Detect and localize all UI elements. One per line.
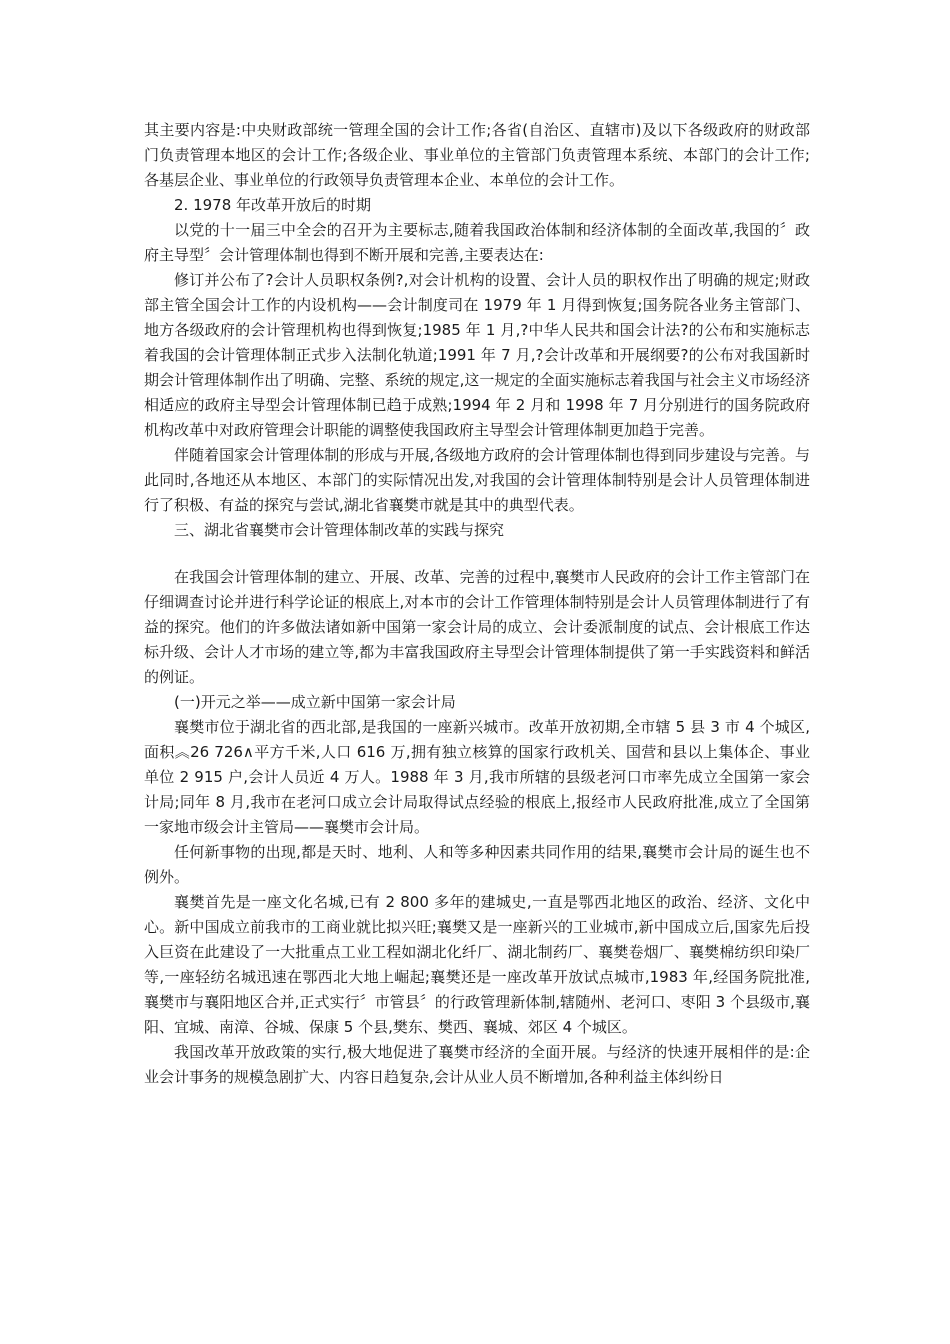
paragraph-3: 修订并公布了?会计人员职权条例?,对会计机构的设置、会计人员的职权作出了明确的规定;财政部主管全国会计工作的内设机构——会计制度司在 1979 年 1 月得到恢复;国务院各业务主管部门、地方各级政府的会计管理机构也得到恢复;1985 年 1 月,?中华人民共和国会计法?的公布和实施标志着我国的会计管理体制正式步入法制化轨道;1991 年 7 月,?会计改革和开展纲要?的公布对我国新时期会计管理体制作出了明确、完整、系统的规定,这一规定的全面实施标志着我国与社会主义市场经济相适应的政府主导型会计管理体制已趋于成熟;1994 年 2 月和 1998 年 7 月分别进行的国务院政府机构改革中对政府管理会计职能的调整使我国政府主导型会计管理体制更加趋于完善。 bbox=[144, 271, 810, 439]
paragraph-1: 其主要内容是:中央财政部统一管理全国的会计工作;各省(自治区、直辖市)及以下各级政府的财政部门负责管理本地区的会计工作;各级企业、事业单位的主管部门负责管理本系统、本部门的会计工作;各基层企业、事业单位的行政领导负责管理本企业、本单位的会计工作。 bbox=[144, 121, 810, 189]
paragraph-6: 襄樊市位于湖北省的西北部,是我国的一座新兴城市。改革开放初期,全市辖 5 县 3 市 4 个城区,面积︽26 726∧平方千米,人口 616 万,拥有独立核算的国家行政机关、国营和县以上集体企、事业单位 2 915 户,会计人员近 4 万人。1988 年 3 月,我市所辖的县级老河口市率先成立全国第一家会计局;同年 8 月,我市在老河口成立会计局取得试点经验的根底上,报经市人民政府批准,成立了全国第一家地市级会计主管局——襄樊市会计局。 bbox=[144, 718, 810, 836]
paragraph-8: 襄樊首先是一座文化名城,已有 2 800 多年的建城史,一直是鄂西北地区的政治、经济、文化中心。新中国成立前我市的工商业就比拟兴旺;襄樊又是一座新兴的工业城市,新中国成立后,国家先后投入巨资在此建设了一大批重点工业工程如湖北化纤厂、湖北制药厂、襄樊卷烟厂、襄樊棉纺织印染厂等,一座轻纺名城迅速在鄂西北大地上崛起;襄樊还是一座改革开放试点城市,1983 年,经国务院批准,襄樊市与襄阳地区合并,正式实行〞市管县〞的行政管理新体制,辖随州、老河口、枣阳 3 个县级市,襄阳、宜城、南漳、谷城、保康 5 个县,樊东、樊西、襄城、郊区 4 个城区。 bbox=[144, 893, 810, 1036]
section-heading-3: 三、湖北省襄樊市会计管理体制改革的实践与探究 bbox=[174, 521, 505, 539]
paragraph-2: 以党的十一届三中全会的召开为主要标志,随着我国政治体制和经济体制的全面改革,我国的〞政府主导型〞会计管理体制也得到不断开展和完善,主要表达在: bbox=[144, 221, 810, 264]
paragraph-9: 我国改革开放政策的实行,极大地促进了襄樊市经济的全面开展。与经济的快速开展相伴的是:企业会计事务的规模急剧扩大、内容日趋复杂,会计从业人员不断增加,各种利益主体纠纷日 bbox=[144, 1043, 810, 1086]
document-page bbox=[144, 118, 810, 1090]
paragraph-7: 任何新事物的出现,都是天时、地利、人和等多种因素共同作用的结果,襄樊市会计局的诞生也不例外。 bbox=[144, 843, 810, 886]
paragraph-5: 在我国会计管理体制的建立、开展、改革、完善的过程中,襄樊市人民政府的会计工作主管部门在仔细调查讨论并进行科学论证的根底上,对本市的会计工作管理体制特别是会计人员管理体制进行了有益的探究。他们的许多做法诸如新中国第一家会计局的成立、会计委派制度的试点、会计根底工作达标升级、会计人才市场的建立等,都为丰富我国政府主导型会计管理体制提供了第一手实践资料和鲜活的例证。 bbox=[144, 568, 810, 686]
subsection-heading-1: (一)开元之举——成立新中国第一家会计局 bbox=[174, 693, 456, 711]
paragraph-4: 伴随着国家会计管理体制的形成与开展,各级地方政府的会计管理体制也得到同步建设与完善。与此同时,各地还从本地区、本部门的实际情况出发,对我国的会计管理体制特别是会计人员管理体制进行了积极、有益的探究与尝试,湖北省襄樊市就是其中的典型代表。 bbox=[144, 446, 810, 514]
section-heading-1978: 2. 1978 年改革开放后的时期 bbox=[174, 196, 372, 214]
